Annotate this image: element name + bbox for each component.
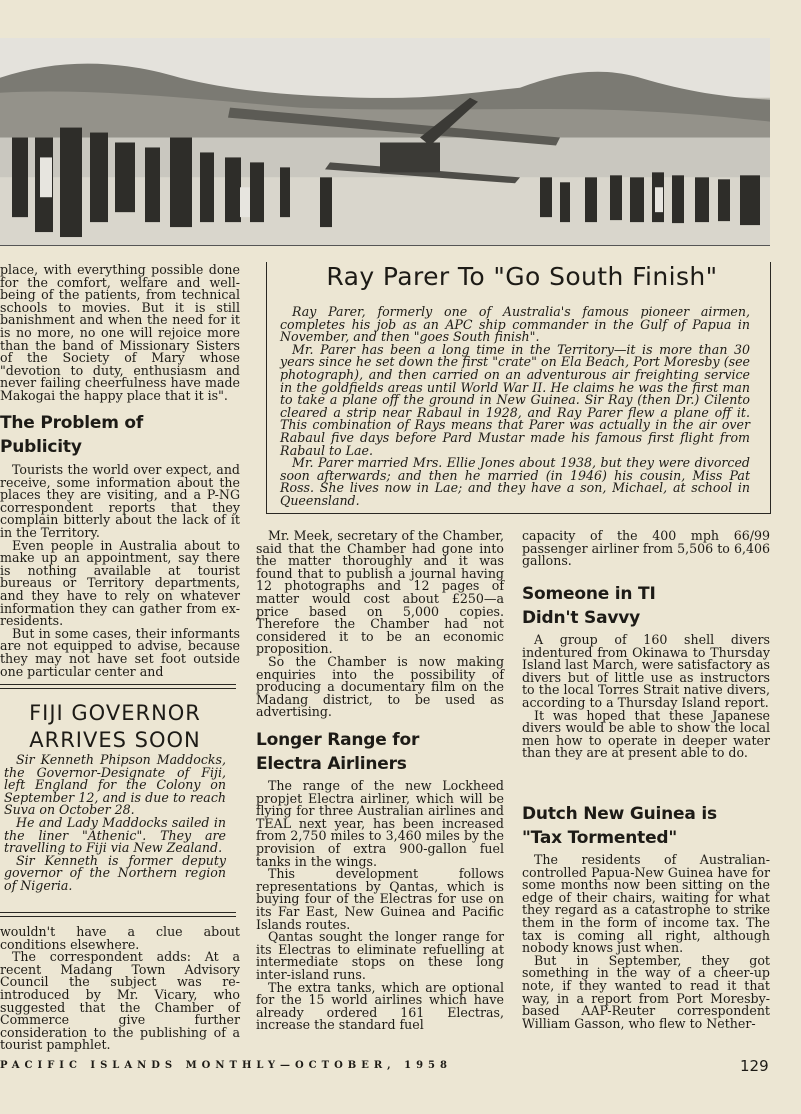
dutch-article: The residents of Australian-controlled Papua-New Guinea have for some months now been sitting on the edge of their chairs, waiting for what they regard as a catastrophe to strike them in the form of income tax. The tax is coming all right, although nobody knows just when. But in September, they got something in the way of a cheer-up note, if they wanted to read it that way, in a report from Port Moresby-based AAP-Reuter correspondent William Gasson, who flew to Nether- [522,852,770,1031]
parer-title: Ray Parer To "Go South Finish" [326,262,718,291]
savvy-heading: Someone in TI Didn't Savvy [522,584,656,628]
divider [0,912,236,913]
fiji-article: Sir Kenneth Phipson Maddocks, the Governor-Designate of Fiji, left England for the Colony on September 12, and is due to reach Suva on October 28. He and Lady Maddocks sailed in the liner "Athenic". They are travelling to Fiji via New Zealand. Sir Kenneth is former deputy governor of the Northern region of Nigeria. [4,752,226,893]
footer-publication: PACIFIC ISLANDS MONTHLY—OCTOBER, 1958 [0,1060,452,1071]
box-rule [266,513,771,514]
divider [0,688,236,689]
divider [0,916,236,917]
page-number: 129 [740,1057,769,1075]
fiji-governor-title: FIJI GOVERNOR ARRIVES SOON [29,701,201,752]
publicity-article: Tourists the world over expect, and receive, some information about the places they are visiting, and a P-NG correspondent reports that they complain bitterly about the lack of it in the Territory. Even people in Australia about to make up an appointment, say there is nothing available at tourist bureaus or Territory departments, and they have to rely on whatever information they can gather from ex-residents. But in some cases, their informants are not equipped to advise, because they may not have set foot outside one particular center and [0,462,240,679]
savvy-article: A group of 160 shell divers indentured from Okinawa to Thursday Island last March, were satisfactory as divers but of little use as instructors to the local Torres Strait native divers, according to a Thursday Island report. It was hoped that these Japanese divers would be able to show the local men how to operate in deeper water than they are at present able to do. [522,632,771,761]
photograph-plane-on-beach [0,38,770,246]
parer-article: Ray Parer, formerly one of Australia's famous pioneer airmen, completes his job as an APC ship commander in the Gulf of Papua in November, and then "goes South finish". Mr. Parer has been a long time in the Territory—it is more than 30 years since he set down the first "crate" on Ela Beach, Port Moresby (see photograph), and then carried on an adventurous air freighting service in the goldfields areas until World War II. He claims he was the first man to take a plane off the ground in New Guinea. Sir Ray (then Dr.) Cilento cleared a strip near Rabaul in 1928, and Ray Parer flew a plane off it. This combination of Rays means that Parer was actually in the air over Rabaul five days before Pard Mustar made his famous first flight from Rabaul to Lae. Mr. Parer married Mrs. Ellie Jones about 1938, but they were divorced soon afterwards; and then he married (in 1946) his cousin, Miss Pat Ross. She lives now in Lae; and they have a son, Michael, at school in Queensland. [280,304,750,508]
box-rule [266,262,267,514]
dutch-heading: Dutch New Guinea is "Tax Tormented" [522,804,717,848]
divider [0,684,236,685]
publicity-heading: The Problem of Publicity [0,413,144,457]
electra-heading: Longer Range for Electra Airliners [256,730,420,774]
publicity-continued: wouldn't have a clue about conditions elsewhere. The correspondent adds: At a recent Madang Town Advisory Council the subject was re-introduced by Mr. Vicary, who suggested that the Chamber of Commerce give further consideration to the publishing of a tourist pamphlet. [0,924,240,1053]
page-footer [0,1058,801,1078]
makogai-paragraph: place, with everything possible done for the comfort, welfare and well-being of the patients, from technical schools to movies. But it is still banishment and when the need for it is no more, no one will rejoice more than the band of Missionary Sisters of the Society of Mary whose "devotion to duty, enthusiasm and never failing cheerfulness have made Makogai the happy place that it is". [0,262,240,403]
meek-article: Mr. Meek, secretary of the Chamber, said that the Chamber had gone into the matter thoroughly and it was found that to publish a journal having 12 photographs and 12 pages of matter would cost about £250—a price based on 5,000 copies. Therefore the Chamber had not considered it to be an economic proposition. So the Chamber is now making enquiries into the possibility of producing a documentary film on the Madang district, to be used as advertising. [256,528,504,720]
electra-continued: capacity of the 400 mph 66/99 passenger airliner from 5,506 to 6,406 gallons. [522,528,770,569]
box-rule [770,262,771,514]
electra-article: The range of the new Lockheed propjet Electra airliner, which will be flying for three Australian airlines and TEAL next year, has been increased from 2,750 miles to 3,460 miles by the provision of extra 900-gallon fuel tanks in the wings. This development follows representations by Qantas, which is buying four of the Electras for use on its Far East, New Guinea and Pacific Islands routes. Qantas sought the longer range for its Electras to eliminate refuelling at intermediate stops on these long inter-island runs. The extra tanks, which are optional for the 15 world airlines which have already ordered 161 Electras, increase the standard fuel [256,778,504,1033]
